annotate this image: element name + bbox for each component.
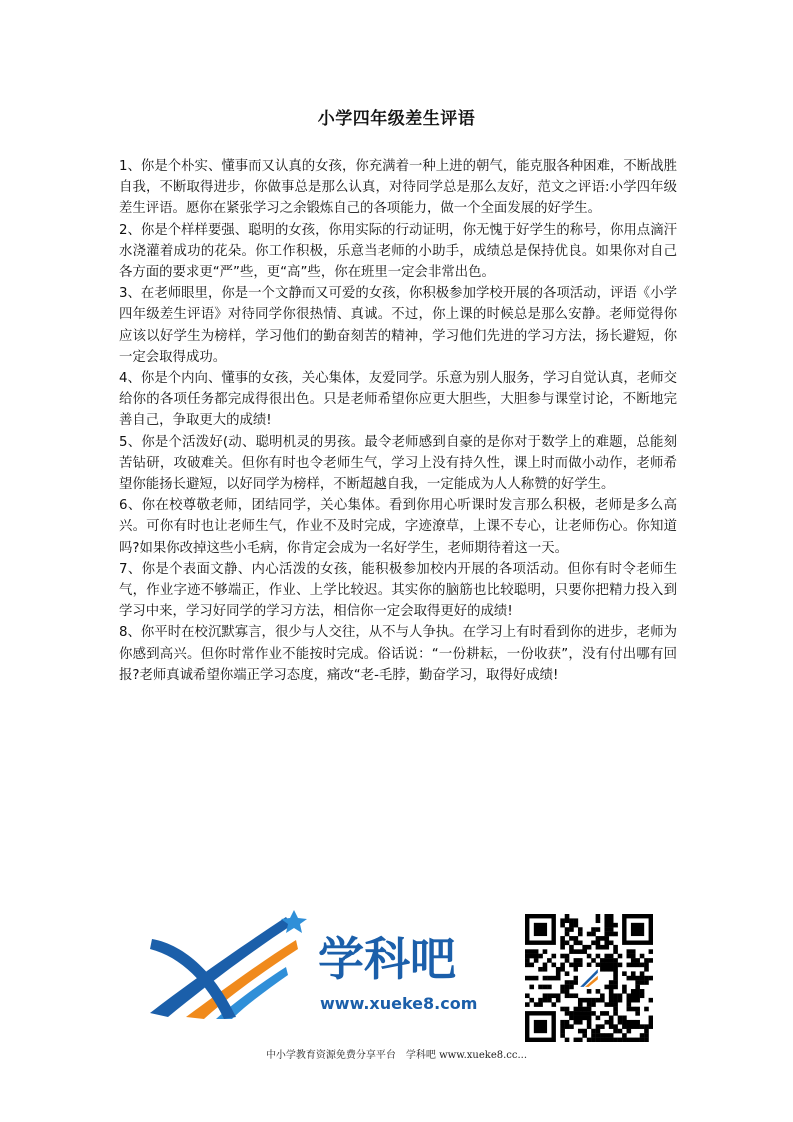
paragraph-8: 8、你平时在校沉默寡言，很少与人交往，从不与人争执。在学习上有时看到你的进步，老师为你感到高兴。但你时常作业不能按时完成。俗话说：“一份耕耘，一份收获”，没有付出哪有回报?老师真诚希望你端正学习态度，痛改“老-毛脖，勤奋学习，取得好成绩! [119, 625, 677, 683]
logo-swoosh-icon [146, 905, 491, 1023]
qr-code-graphic [525, 914, 653, 1042]
xueke8-logo [146, 905, 491, 1023]
qr-code-icon [525, 914, 653, 1042]
paragraph-4: 4、你是个内向、懂事的女孩，关心集体，友爱同学。乐意为别人服务，学习自觉认真，老师交给你的各项任务都完成得很出色。只是老师希望你应更大胆些，大胆参与课堂讨论，不断地完善自己，争取更大的成绩! [119, 371, 677, 429]
paragraph-1: 1、你是个朴实、懂事而又认真的女孩，你充满着一种上进的朝气，能克服各种困难，不断战胜自我，不断取得进步，你做事总是那么认真，对待同学总是那么友好，范文之评语:小学四年级差生评语。愿你在紧张学习之余锻炼自己的各项能力，做一个全面发展的好学生。 [119, 159, 677, 217]
paragraph-7: 7、你是个表面文静、内心活泼的女孩，能积极参加校内开展的各项活动。但你有时令老师生气，作业字迹不够端正，作业、上学比较迟。其实你的脑筋也比较聪明，只要你把精力投入到学习中来，学习好同学的学习方法，相信你一定会取得更好的成绩! [119, 561, 677, 620]
footer-text: 中小学教育资源免费分享平台 学科吧 www.xueke8.cc... [265, 1050, 528, 1061]
paragraph-6: 6、你在校尊敬老师，团结同学，关心集体。看到你用心听课时发言那么积极，老师是多么高兴。可你有时也让老师生气，作业不及时完成，字迹潦草，上课不专心，让老师伤心。你知道吗?如果你改掉这些小毛病，你肯定会成为一名好学生，老师期待着这一天。 [119, 498, 677, 556]
paragraph-5: 5、你是个活泼好(动、聪明机灵的男孩。最令老师感到自豪的是你对于数学上的难题，总能刻苦钻研，攻破难关。但你有时也令老师生气，学习上没有持久性，课上时而做小动作，老师希望你能扬长避短，以好同学为榜样，不断超越自我，一定能成为人人称赞的好学生。 [119, 434, 677, 493]
document-body [119, 156, 677, 686]
logo-brand-text: 学科吧 [318, 932, 456, 986]
document-title: 小学四年级差生评语 [317, 109, 476, 129]
paragraph-3: 3、在老师眼里，你是一个文静而又可爱的女孩，你积极参加学校开展的各项活动，评语《小学四年级差生评语》对待同学你很热情、真诚。不过，你上课的时候总是那么安静。老师觉得你应该以好学生为榜样，学习他们的勤奋刻苦的精神，学习他们先进的学习方法，扬长避短，你一定会取得成功。 [119, 286, 677, 365]
paragraph-2: 2、你是个样样要强、聪明的女孩，你用实际的行动证明，你无愧于好学生的称号，你用点滴汗水浇灌着成功的花朵。你工作积极，乐意当老师的小助手，成绩总是保持优良。如果你对自己各方面的要求更“严”些，更“高”些，你在班里一定会非常出色。 [119, 222, 677, 281]
logo-url-text: www.xueke8.com [320, 994, 478, 1013]
